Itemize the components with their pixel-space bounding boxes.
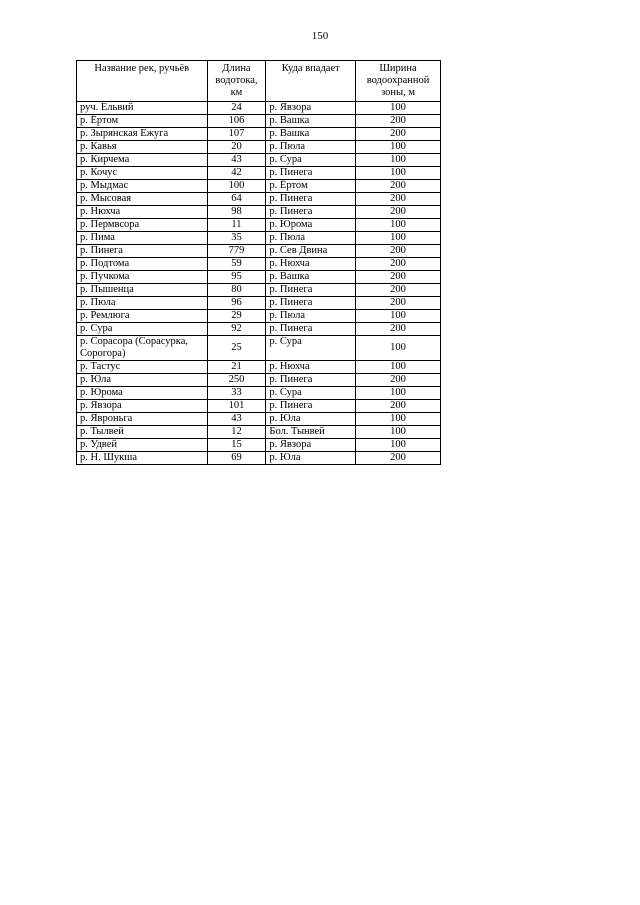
flows-into-cell: р. Ёртом — [266, 180, 356, 193]
zone-width-cell: 200 — [356, 284, 441, 297]
flows-into-cell: р. Сура — [266, 387, 356, 400]
table-row — [77, 452, 441, 465]
river-name-cell: руч. Ельвий — [77, 102, 208, 115]
zone-width-cell: 100 — [356, 154, 441, 167]
table-row — [77, 271, 441, 284]
river-name-cell: р. Кирчема — [77, 154, 208, 167]
river-length-cell: 100 — [207, 180, 266, 193]
river-length-cell: 43 — [207, 154, 266, 167]
river-length-cell: 107 — [207, 128, 266, 141]
zone-width-cell: 200 — [356, 128, 441, 141]
zone-width-cell: 200 — [356, 206, 441, 219]
flows-into-cell: р. Сура — [266, 336, 356, 361]
table-row — [77, 413, 441, 426]
river-name-cell: р. Сура — [77, 323, 208, 336]
river-length-cell: 98 — [207, 206, 266, 219]
zone-width-cell: 100 — [356, 387, 441, 400]
river-name-cell: р. Юрома — [77, 387, 208, 400]
table-row — [77, 426, 441, 439]
flows-into-cell: р. Сура — [266, 154, 356, 167]
zone-width-cell: 100 — [356, 102, 441, 115]
river-length-cell: 35 — [207, 232, 266, 245]
zone-width-cell: 100 — [356, 413, 441, 426]
river-length-cell: 11 — [207, 219, 266, 232]
flows-into-cell: р. Пинега — [266, 323, 356, 336]
river-name-cell: р. Пучкома — [77, 271, 208, 284]
zone-width-cell: 200 — [356, 115, 441, 128]
table-row — [77, 128, 441, 141]
river-name-cell: р. Подтома — [77, 258, 208, 271]
river-name-cell: р. Пинега — [77, 245, 208, 258]
river-name-cell: р. Пермвсора — [77, 219, 208, 232]
table-row — [77, 206, 441, 219]
river-length-cell: 59 — [207, 258, 266, 271]
zone-width-cell: 100 — [356, 141, 441, 154]
flows-into-cell: р. Пинега — [266, 284, 356, 297]
page-number: 150 — [311, 30, 329, 42]
river-length-cell: 64 — [207, 193, 266, 206]
river-name-cell: р. Юла — [77, 374, 208, 387]
river-name-cell: р. Ремлюга — [77, 310, 208, 323]
table-row — [77, 154, 441, 167]
river-name-cell: р. Мыдмас — [77, 180, 208, 193]
zone-width-cell: 200 — [356, 245, 441, 258]
river-name-cell: р. Удвей — [77, 439, 208, 452]
zone-width-cell: 100 — [356, 336, 441, 361]
flows-into-cell: р. Нюхча — [266, 361, 356, 374]
flows-into-cell: Бол. Тынвей — [266, 426, 356, 439]
river-length-cell: 69 — [207, 452, 266, 465]
river-length-cell: 24 — [207, 102, 266, 115]
river-name-cell: р. Пима — [77, 232, 208, 245]
table-row — [77, 439, 441, 452]
flows-into-cell: р. Юрома — [266, 219, 356, 232]
zone-width-cell: 100 — [356, 361, 441, 374]
table-row — [77, 180, 441, 193]
river-name-cell: р. Сорасора (Сорасурка, Сорогора) — [77, 336, 208, 361]
flows-into-cell: р. Пюла — [266, 310, 356, 323]
table-row — [77, 374, 441, 387]
flows-into-cell: р. Юла — [266, 452, 356, 465]
zone-width-cell: 200 — [356, 323, 441, 336]
header-flows-into: Куда впадает — [266, 61, 356, 102]
river-name-cell: р. Кавья — [77, 141, 208, 154]
zone-width-cell: 200 — [356, 271, 441, 284]
flows-into-cell: р. Явзора — [266, 439, 356, 452]
zone-width-cell: 100 — [356, 167, 441, 180]
table-row — [77, 102, 441, 115]
flows-into-cell: р. Вашка — [266, 115, 356, 128]
river-length-cell: 106 — [207, 115, 266, 128]
zone-width-cell: 100 — [356, 310, 441, 323]
table-row — [77, 232, 441, 245]
river-name-cell: р. Ёртом — [77, 115, 208, 128]
flows-into-cell: р. Пинега — [266, 374, 356, 387]
river-length-cell: 95 — [207, 271, 266, 284]
river-length-cell: 21 — [207, 361, 266, 374]
table-row — [77, 387, 441, 400]
rivers-table — [76, 60, 441, 465]
zone-width-cell: 200 — [356, 258, 441, 271]
flows-into-cell: р. Пинега — [266, 400, 356, 413]
river-name-cell: р. Явроньга — [77, 413, 208, 426]
flows-into-cell: р. Пинега — [266, 297, 356, 310]
river-length-cell: 33 — [207, 387, 266, 400]
zone-width-cell: 200 — [356, 452, 441, 465]
zone-width-cell: 200 — [356, 193, 441, 206]
table-row — [77, 284, 441, 297]
table-row — [77, 115, 441, 128]
river-length-cell: 96 — [207, 297, 266, 310]
river-name-cell: р. Зырянская Ежуга — [77, 128, 208, 141]
flows-into-cell: р. Вашка — [266, 128, 356, 141]
flows-into-cell: р. Пинега — [266, 167, 356, 180]
river-length-cell: 43 — [207, 413, 266, 426]
zone-width-cell: 200 — [356, 400, 441, 413]
flows-into-cell: р. Пюла — [266, 232, 356, 245]
river-length-cell: 92 — [207, 323, 266, 336]
river-name-cell: р. Пюла — [77, 297, 208, 310]
river-length-cell: 779 — [207, 245, 266, 258]
river-length-cell: 12 — [207, 426, 266, 439]
river-length-cell: 15 — [207, 439, 266, 452]
table-row — [77, 336, 441, 361]
table-row — [77, 323, 441, 336]
header-length: Длина водотока, км — [207, 61, 266, 102]
river-name-cell: р. Мысовая — [77, 193, 208, 206]
flows-into-cell: р. Вашка — [266, 271, 356, 284]
table-row — [77, 400, 441, 413]
river-length-cell: 29 — [207, 310, 266, 323]
river-length-cell: 101 — [207, 400, 266, 413]
river-name-cell: р. Явзора — [77, 400, 208, 413]
flows-into-cell: р. Юла — [266, 413, 356, 426]
river-name-cell: р. Нюхча — [77, 206, 208, 219]
table-row — [77, 167, 441, 180]
zone-width-cell: 100 — [356, 219, 441, 232]
zone-width-cell: 200 — [356, 180, 441, 193]
river-length-cell: 250 — [207, 374, 266, 387]
flows-into-cell: р. Сев Двина — [266, 245, 356, 258]
river-length-cell: 80 — [207, 284, 266, 297]
flows-into-cell: р. Нюхча — [266, 258, 356, 271]
river-name-cell: р. Тастус — [77, 361, 208, 374]
zone-width-cell: 200 — [356, 374, 441, 387]
table-row — [77, 361, 441, 374]
river-length-cell: 20 — [207, 141, 266, 154]
zone-width-cell: 100 — [356, 232, 441, 245]
table-row — [77, 310, 441, 323]
river-length-cell: 42 — [207, 167, 266, 180]
river-name-cell: р. Пышенца — [77, 284, 208, 297]
flows-into-cell: р. Пюла — [266, 141, 356, 154]
river-name-cell: р. Тылвей — [77, 426, 208, 439]
header-name: Название рек, ручьёв — [77, 61, 208, 102]
table-row — [77, 193, 441, 206]
zone-width-cell: 200 — [356, 297, 441, 310]
table-row — [77, 245, 441, 258]
river-length-cell: 25 — [207, 336, 266, 361]
table-header-row — [77, 61, 441, 102]
zone-width-cell: 100 — [356, 426, 441, 439]
table-row — [77, 219, 441, 232]
river-name-cell: р. Н. Шукша — [77, 452, 208, 465]
river-name-cell: р. Кочус — [77, 167, 208, 180]
table-row — [77, 258, 441, 271]
zone-width-cell: 100 — [356, 439, 441, 452]
table-row — [77, 141, 441, 154]
flows-into-cell: р. Пинега — [266, 193, 356, 206]
header-zone-width: Ширина водоохранной зоны, м — [356, 61, 441, 102]
table-body — [77, 102, 441, 465]
flows-into-cell: р. Пинега — [266, 206, 356, 219]
flows-into-cell: р. Явзора — [266, 102, 356, 115]
table-row — [77, 297, 441, 310]
